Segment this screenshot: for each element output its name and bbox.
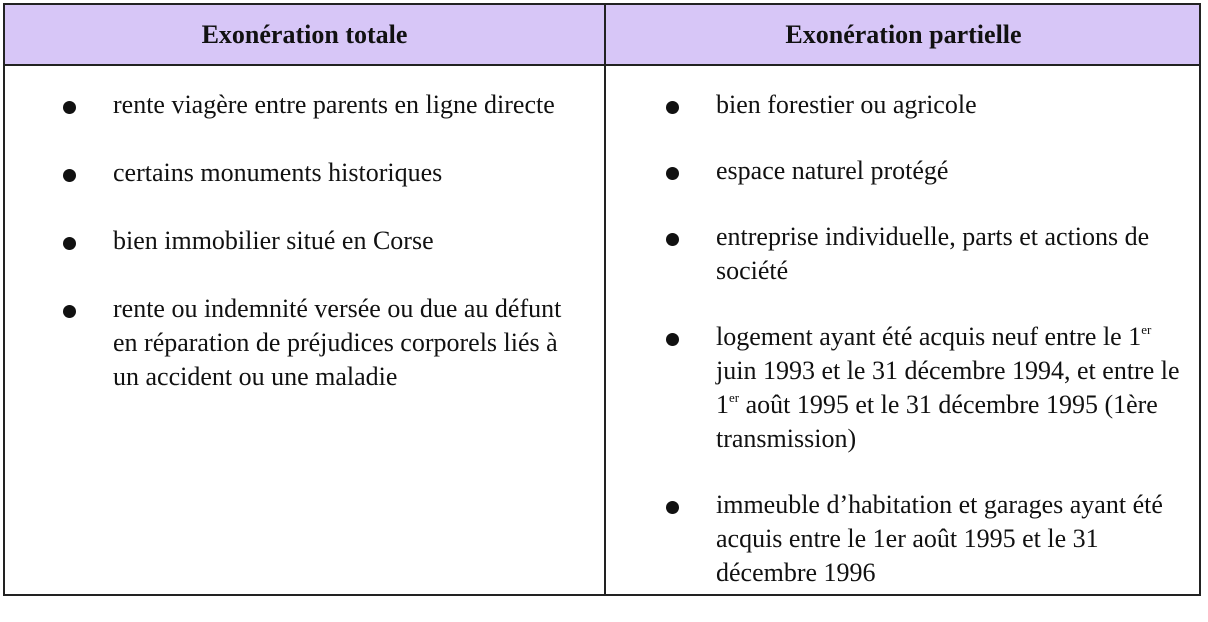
bullet-icon: [63, 237, 76, 250]
text-segment: logement ayant été acquis neuf entre le 1: [716, 322, 1142, 351]
list-item-text: immeuble d’habitation et garages ayant été acquis entre le 1er août 1995 et le 31 décembre 1996: [716, 490, 1163, 587]
list-item: [666, 88, 1187, 122]
bullet-icon: [666, 501, 679, 514]
bullet-icon: [666, 167, 679, 180]
list-item: [666, 488, 1187, 590]
bullet-icon: [666, 101, 679, 114]
bullet-icon: [666, 233, 679, 246]
list-item-text: bien forestier ou agricole: [716, 90, 977, 119]
list-item-text: [716, 322, 1180, 453]
list-exoneration-totale: [5, 66, 604, 394]
header-exoneration-partielle: Exonération partielle: [785, 19, 1022, 49]
superscript-er: er: [1141, 322, 1152, 337]
column-exoneration-partielle: [606, 66, 1201, 622]
list-item: [666, 320, 1187, 456]
list-item: [63, 292, 564, 394]
list-item: [666, 220, 1187, 288]
list-item: [666, 154, 1187, 188]
bullet-icon: [63, 101, 76, 114]
column-exoneration-totale: [5, 66, 604, 428]
list-item-text: certains monuments historiques: [113, 158, 443, 187]
header-exoneration-totale: Exonération totale: [201, 19, 408, 49]
bullet-icon: [666, 333, 679, 346]
list-item-text: espace naturel protégé: [716, 156, 949, 185]
bullet-icon: [63, 169, 76, 182]
list-item-text: rente viagère entre parents en ligne directe: [113, 90, 555, 119]
bullet-icon: [63, 305, 76, 318]
list-item-text: rente ou indemnité versée ou due au défunt en réparation de préjudices corporels liés à un accident ou une maladie: [113, 294, 562, 391]
list-item: [63, 88, 564, 122]
list-exoneration-partielle: [606, 66, 1201, 590]
text-segment: juin 1993 et le 31 décembre 1994, et entre le 1: [716, 356, 1180, 419]
list-item-text: bien immobilier situé en Corse: [113, 226, 434, 255]
list-item: [63, 156, 564, 190]
exoneration-table: [3, 3, 1201, 596]
superscript-er: er: [729, 390, 740, 405]
list-item-text: entreprise individuelle, parts et actions de société: [716, 222, 1150, 285]
table-header-row: [5, 5, 1199, 66]
list-item: [63, 224, 564, 258]
text-segment: août 1995 et le 31 décembre 1995 (1ère transmission): [716, 390, 1158, 453]
